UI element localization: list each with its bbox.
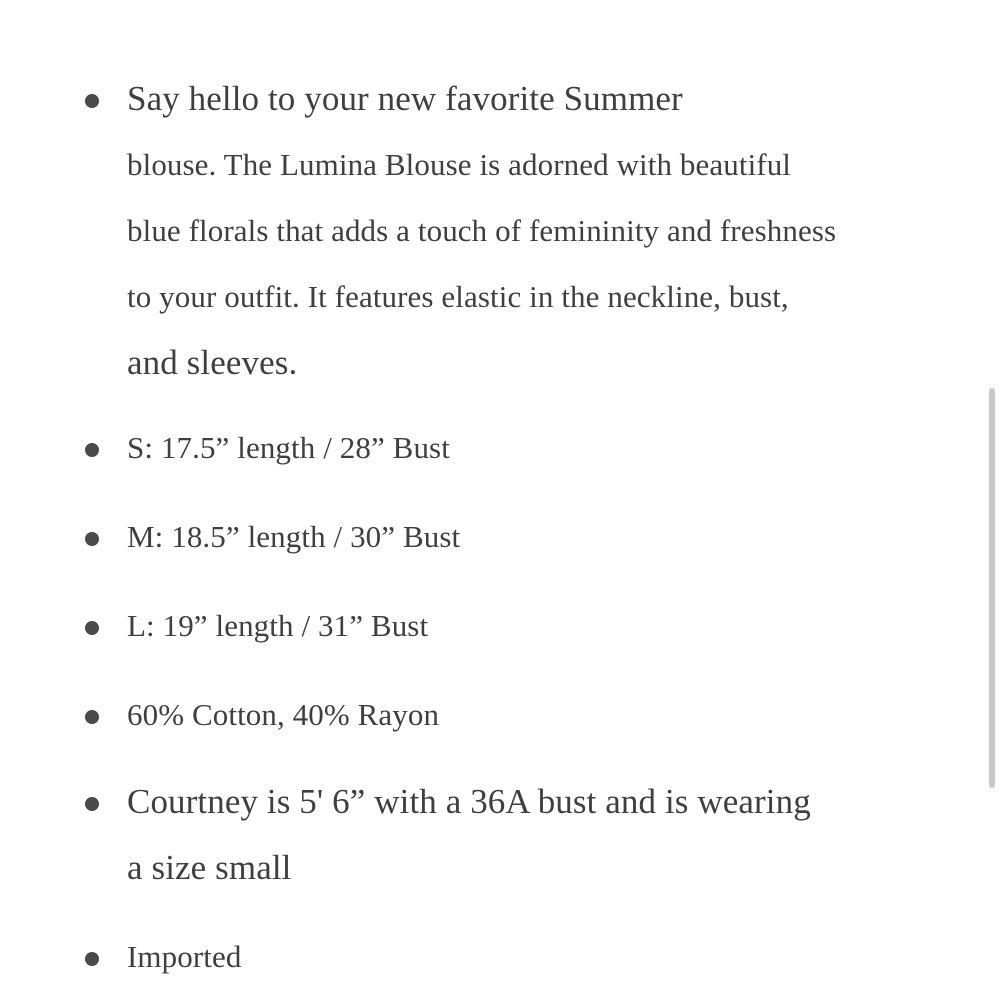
fabric-text: 60% Cotton, 40% Rayon bbox=[127, 697, 440, 732]
bullet-icon bbox=[85, 443, 99, 457]
description-line-2: blouse. The Lumina Blouse is adorned with beautiful bbox=[127, 147, 792, 182]
description-line-1: Say hello to your new favorite Summer bbox=[127, 79, 683, 118]
scrollbar[interactable] bbox=[986, 380, 1000, 800]
list-item-text bbox=[127, 682, 957, 748]
bullet-icon bbox=[85, 532, 99, 546]
model-info-line-2: a size small bbox=[127, 848, 292, 887]
list-item-text bbox=[127, 504, 957, 570]
bullet-icon bbox=[85, 952, 99, 966]
description-line-4: to your outfit. It features elastic in the neckline, bust, bbox=[127, 279, 789, 314]
description-line-3: blue florals that adds a touch of femininity and freshness bbox=[127, 213, 837, 248]
bullet-icon bbox=[85, 797, 99, 811]
list-item-text bbox=[127, 769, 957, 901]
size-m-text: M: 18.5” length / 30” Bust bbox=[127, 519, 461, 554]
imported-text: Imported bbox=[127, 939, 242, 974]
list-item-text bbox=[127, 924, 957, 990]
description-line-5: and sleeves. bbox=[127, 343, 298, 382]
size-s-text: S: 17.5” length / 28” Bust bbox=[127, 430, 450, 465]
bullet-icon bbox=[85, 621, 99, 635]
size-l-text: L: 19” length / 31” Bust bbox=[127, 608, 429, 643]
bullet-icon bbox=[85, 94, 99, 108]
list-item-text bbox=[127, 66, 957, 396]
list-item-text bbox=[127, 415, 957, 481]
scrollbar-thumb[interactable] bbox=[989, 388, 995, 788]
model-info-line-1: Courtney is 5' 6” with a 36A bust and is wearing bbox=[127, 782, 811, 821]
list-item-text bbox=[127, 593, 957, 659]
bullet-icon bbox=[85, 710, 99, 724]
